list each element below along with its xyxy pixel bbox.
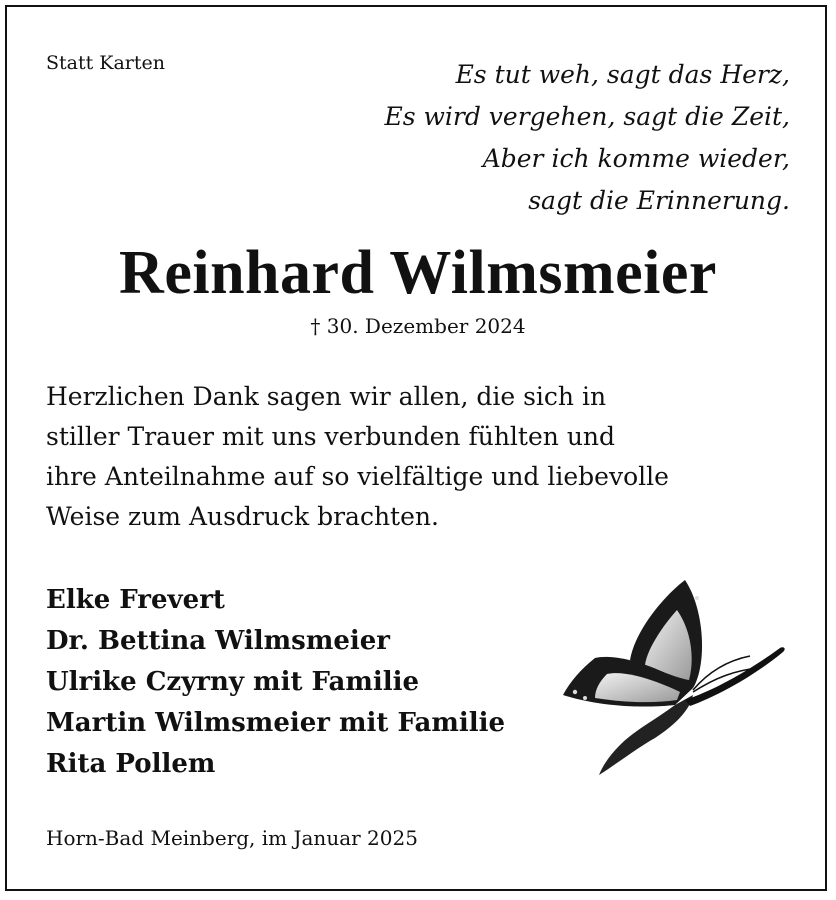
signer-name: Dr. Bettina Wilmsmeier (46, 626, 390, 656)
death-date: † 30. Dezember 2024 (310, 314, 526, 338)
signer-name: Ulrike Czyrny mit Familie (46, 667, 420, 697)
thanks-line: Weise zum Ausdruck brachten. (46, 502, 439, 531)
signer-name: Elke Frevert (46, 585, 225, 615)
signer-name: Martin Wilmsmeier mit Familie (46, 708, 506, 738)
poem-line: Es wird vergehen, sagt die Zeit, (384, 102, 790, 131)
thanks-text (46, 377, 669, 537)
signers-list (46, 580, 505, 785)
thanks-line: Herzlichen Dank sagen wir allen, die sich in (46, 382, 607, 411)
butterfly-icon (525, 570, 795, 780)
place-date: Horn-Bad Meinberg, im Januar 2025 (46, 826, 418, 850)
poem (384, 54, 790, 222)
thanks-line: stiller Trauer mit uns verbunden fühlten und (46, 422, 616, 451)
poem-line: Es tut weh, sagt das Herz, (455, 60, 790, 89)
poem-line: Aber ich komme wieder, (482, 144, 790, 173)
poem-line: sagt die Erinnerung. (528, 186, 790, 215)
statt-karten-label: Statt Karten (46, 52, 166, 74)
deceased-name: Reinhard Wilmsmeier (119, 239, 717, 307)
thanks-line: ihre Anteilnahme auf so vielfältige und liebevolle (46, 462, 669, 491)
signer-name: Rita Pollem (46, 749, 216, 779)
